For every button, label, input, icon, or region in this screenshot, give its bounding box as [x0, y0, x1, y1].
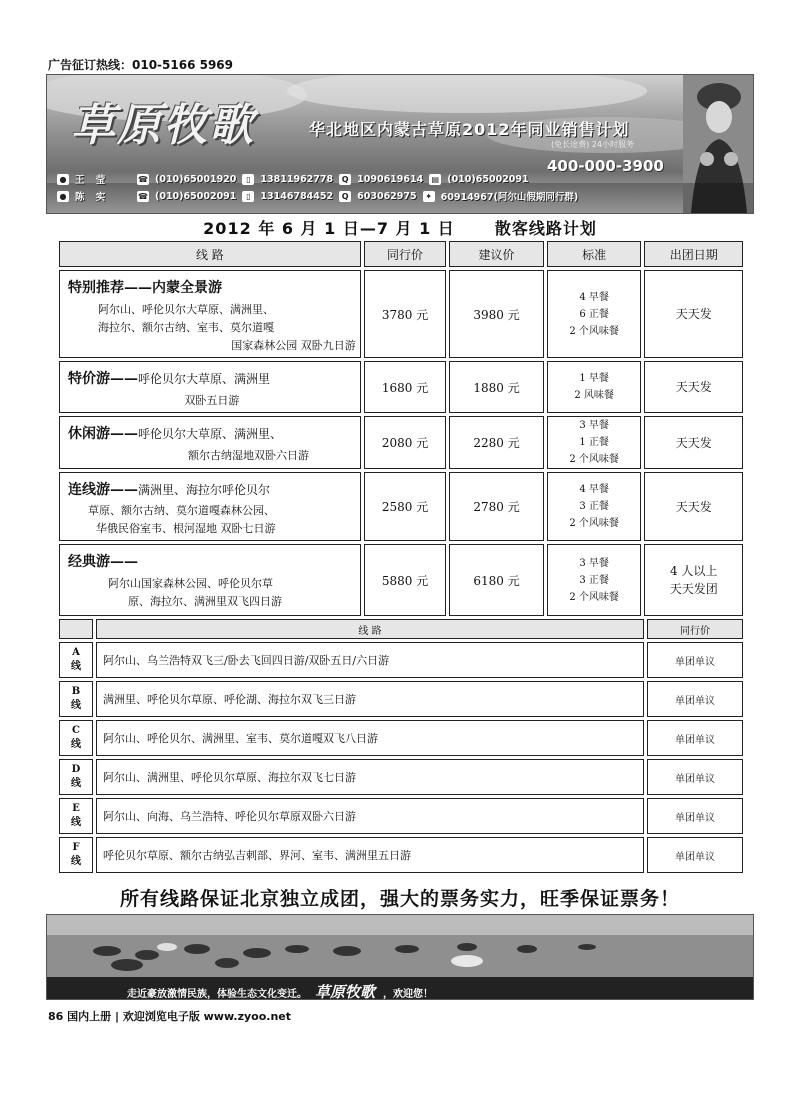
- group-price: 单团单议: [647, 642, 743, 678]
- meal-item: 3 正餐: [579, 574, 609, 586]
- col-suggested-price: 建议价: [449, 241, 544, 267]
- col-peer-price: 同行价: [364, 241, 446, 267]
- route-line: 国家森林公园 双卧九日游: [231, 339, 356, 352]
- table-row: [59, 681, 743, 717]
- meal-item: 2 个风味餐: [569, 454, 619, 465]
- meal-item: 2 个风味餐: [569, 518, 619, 529]
- meal-item: 6 正餐: [579, 308, 609, 320]
- table-row: [59, 798, 743, 834]
- meal-item: 2 个风味餐: [569, 325, 619, 337]
- meal-item: 2 风味餐: [574, 390, 614, 401]
- table-row: [59, 544, 743, 616]
- table-row: [59, 416, 743, 469]
- route-line: 原、海拉尔、满洲里双飞四日游: [128, 595, 282, 608]
- route-line: 额尔古纳湿地双卧六日游: [188, 449, 309, 462]
- departure-line: 4 人以上: [669, 564, 718, 578]
- route-head: [68, 479, 356, 499]
- contact-mobile: 13811962778: [260, 173, 334, 185]
- header-banner: [46, 74, 754, 214]
- brand-logo: 草原牧歌: [71, 100, 255, 151]
- grassland-horses-graphic: [47, 915, 753, 977]
- page-footer: 86 国内上册 | 欢迎浏览电子版 www.zyoo.net: [48, 1010, 292, 1023]
- code-suffix: 线: [71, 856, 81, 867]
- meal-item: 3 早餐: [579, 557, 609, 569]
- code-suffix: 线: [71, 739, 81, 750]
- col-route: 线 路: [59, 241, 361, 267]
- route-desc: 呼伦贝尔草原、额尔古纳弘吉剌部、界河、室韦、满洲里五日游: [96, 837, 644, 873]
- suggested-price: 2780 元: [449, 472, 544, 541]
- line-code: [59, 759, 93, 795]
- route-head: [68, 368, 356, 388]
- meal-item: 4 早餐: [579, 484, 609, 495]
- peer-price: 5880 元: [364, 544, 446, 616]
- group-icon: ✦: [423, 191, 435, 202]
- hotline-box: [547, 137, 677, 181]
- standard-cell: [547, 472, 642, 541]
- peer-price: 3780 元: [364, 270, 446, 358]
- route-head-rest: 呼伦贝尔大草原、满洲里、: [138, 427, 283, 441]
- departure-cell: 天天发: [644, 361, 743, 413]
- departure-cell: 天天发: [644, 270, 743, 358]
- meal-item: 3 正餐: [579, 501, 609, 512]
- group-price: 单团单议: [647, 681, 743, 717]
- departure-cell: 天天发: [644, 416, 743, 469]
- plan-label: 散客线路计划: [494, 219, 597, 238]
- route-head-label: 连线游——: [68, 482, 138, 498]
- suggested-price: 6180 元: [449, 544, 544, 616]
- code-suffix: 线: [71, 661, 81, 672]
- route-head-rest: 满洲里、海拉尔呼伦贝尔: [138, 483, 271, 497]
- suggested-price: 1880 元: [449, 361, 544, 413]
- code-letter: F: [72, 842, 80, 853]
- route-line: 双卧五日游: [184, 394, 240, 407]
- qq-icon: Q: [339, 174, 351, 185]
- peer-price: 2580 元: [364, 472, 446, 541]
- code-letter: D: [71, 764, 81, 775]
- line-code: [59, 642, 93, 678]
- qq-icon: Q: [339, 191, 351, 202]
- route-head-label: 休闲游——: [68, 426, 138, 442]
- route-head-label: 特价游——: [68, 371, 138, 387]
- contact-row: [57, 188, 578, 204]
- col-code: [59, 619, 93, 639]
- contact-mobile: 13146784452: [260, 190, 334, 202]
- code-letter: C: [72, 725, 80, 736]
- suggested-price: 3980 元: [449, 270, 544, 358]
- plan-dates: 2012 年 6 月 1 日—7 月 1 日: [203, 219, 455, 238]
- table-header-row: [59, 241, 743, 267]
- group-price: 单团单议: [647, 720, 743, 756]
- table-row: [59, 837, 743, 873]
- code-letter: A: [72, 647, 80, 658]
- route-cell: [59, 361, 361, 413]
- route-head-rest: 呼伦贝尔大草原、满洲里: [138, 372, 271, 386]
- standard-cell: [547, 270, 642, 358]
- contact-name: 陈 实: [75, 192, 110, 203]
- meal-item: 4 早餐: [579, 291, 609, 303]
- route-desc: 阿尔山、乌兰浩特双飞三/卧去飞回四日游/双卧五日/六日游: [96, 642, 644, 678]
- footer-tagline: [127, 981, 433, 1000]
- footer-logo: 草原牧歌: [315, 983, 376, 1000]
- route-head: [68, 423, 356, 443]
- line-code: [59, 681, 93, 717]
- group-price: 单团单议: [647, 837, 743, 873]
- departure-line: 天天发团: [669, 582, 718, 596]
- route-line: 海拉尔、额尔古纳、室韦、莫尔道嘎: [98, 321, 274, 334]
- standard-cell: [547, 361, 642, 413]
- suggested-price: 2280 元: [449, 416, 544, 469]
- meal-item: 1 正餐: [579, 437, 609, 448]
- meal-item: 2 个风味餐: [569, 591, 619, 603]
- table-row: [59, 642, 743, 678]
- meal-item: 1 早餐: [579, 373, 609, 384]
- route-line: 阿尔山、呼伦贝尔大草原、满洲里、: [98, 303, 274, 316]
- col-route: 线 路: [96, 619, 644, 639]
- col-standard: 标准: [547, 241, 642, 267]
- peer-price: 1680 元: [364, 361, 446, 413]
- route-desc: 阿尔山、满洲里、呼伦贝尔草原、海拉尔双飞七日游: [96, 759, 644, 795]
- scheduled-routes-table: [56, 238, 746, 619]
- table-row: [59, 270, 743, 358]
- contact-fax: (010)65002091: [447, 173, 529, 185]
- table-row: [59, 759, 743, 795]
- route-desc: 阿尔山、向海、乌兰浩特、呼伦贝尔草原双卧六日游: [96, 798, 644, 834]
- route-cell: [59, 270, 361, 358]
- fax-icon: ▤: [429, 174, 441, 185]
- route-line: 草原、额尔古纳、莫尔道嘎森林公园、: [88, 504, 275, 517]
- mobile-icon: ▯: [242, 174, 254, 185]
- plan-title: [48, 216, 752, 239]
- route-line: 阿尔山国家森林公园、呼伦贝尔草: [108, 577, 273, 590]
- line-code: [59, 837, 93, 873]
- ad-hotline: 广告征订热线：010-5166 5969: [48, 58, 234, 72]
- phone-icon: ☎: [138, 191, 148, 201]
- line-code: [59, 720, 93, 756]
- phone-icon: ☎: [138, 174, 148, 184]
- departure-cell: [644, 544, 743, 616]
- contact-tel: (010)65002091: [155, 190, 237, 202]
- route-head: 特别推荐——内蒙全景游: [68, 280, 222, 296]
- table-header-row: [59, 619, 743, 639]
- code-suffix: 线: [71, 778, 81, 789]
- hotline-number: 400-000-3900: [547, 157, 664, 175]
- standard-cell: [547, 416, 642, 469]
- contact-qq: 603062975: [357, 190, 417, 202]
- footer-banner: [46, 914, 754, 1000]
- contact-qq: 1090619614: [357, 173, 424, 185]
- tagline-right: ，欢迎您！: [383, 989, 434, 1000]
- col-departure: 出团日期: [644, 241, 743, 267]
- route-cell: [59, 416, 361, 469]
- slogan: 所有线路保证北京独立成团，强大的票务实力，旺季保证票务！: [119, 888, 680, 910]
- group-routes-table: [56, 616, 746, 876]
- mobile-icon: ▯: [242, 191, 254, 202]
- route-desc: 阿尔山、呼伦贝尔、满洲里、室韦、莫尔道嘎双飞八日游: [96, 720, 644, 756]
- contact-group: 60914967(阿尔山假期同行群): [440, 192, 579, 203]
- code-suffix: 线: [71, 817, 81, 828]
- contact-tel: (010)65001920: [155, 173, 237, 185]
- person-icon: ●: [57, 191, 69, 202]
- peer-price: 2080 元: [364, 416, 446, 469]
- departure-cell: 天天发: [644, 472, 743, 541]
- line-code: [59, 798, 93, 834]
- route-head: 经典游——: [68, 554, 138, 570]
- route-line: 华俄民俗室韦、根河湿地 双卧七日游: [96, 522, 276, 535]
- code-letter: B: [71, 686, 81, 697]
- tagline-left: 走近豪放激情民族，体验生态文化变迁。: [127, 989, 307, 1000]
- table-row: [59, 361, 743, 413]
- route-tables: [56, 238, 746, 876]
- standard-cell: [547, 544, 642, 616]
- route-cell: [59, 472, 361, 541]
- banner-title: 华北地区内蒙古草原2012年同业销售计划: [309, 120, 630, 139]
- table-row: [59, 720, 743, 756]
- group-price: 单团单议: [647, 759, 743, 795]
- person-icon: ●: [57, 174, 69, 185]
- col-peer-price: 同行价: [647, 619, 743, 639]
- contact-row: [57, 171, 529, 187]
- table-row: [59, 472, 743, 541]
- code-letter: E: [72, 803, 80, 814]
- contact-name: 王 莹: [75, 175, 110, 186]
- route-desc: 满洲里、呼伦贝尔草原、呼伦湖、海拉尔双飞三日游: [96, 681, 644, 717]
- hotline-note: (免长途费) 24小时服务: [551, 140, 634, 149]
- route-cell: [59, 544, 361, 616]
- meal-item: 3 早餐: [579, 420, 609, 431]
- code-suffix: 线: [71, 700, 81, 711]
- group-price: 单团单议: [647, 798, 743, 834]
